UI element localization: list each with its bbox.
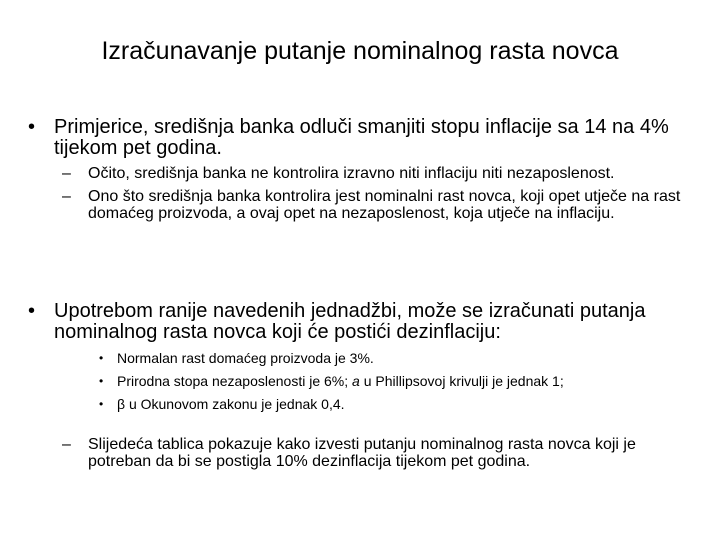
- small-bullet-marker: •: [99, 351, 104, 365]
- list-item: [62, 436, 692, 470]
- parameter-text-start: Prirodna stopa nezaposlenosti je 6%;: [117, 373, 353, 389]
- parameter-text: [117, 373, 704, 389]
- dash-marker: –: [62, 188, 71, 205]
- dash-marker: –: [62, 436, 71, 453]
- bullet-1: [28, 117, 698, 159]
- subitem-text: Slijedeća tablica pokazuje kako izvesti putanju nominalnog rasta novca koji je potreban da bi se postigla 10% dezinflacija tijekom pet godina.: [88, 436, 636, 470]
- list-item: [62, 188, 692, 222]
- parameter-text-end: u Phillipsovoj krivulji je jednak 1;: [359, 373, 564, 389]
- slide-title: Izračunavanje putanje nominalnog rasta novca: [101, 37, 619, 65]
- parameter-text: β u Okunovom zakonu je jednak 0,4.: [117, 396, 345, 412]
- list-item: [28, 117, 698, 159]
- bullet-1-subitems: [62, 165, 692, 228]
- small-bullet-marker: •: [99, 397, 104, 411]
- list-item: [99, 373, 704, 389]
- dash-marker: –: [62, 165, 71, 182]
- bullet-2: [28, 301, 698, 343]
- bullet-2-parameters: [99, 350, 704, 419]
- list-item: [62, 165, 692, 182]
- parameter-symbol: a: [352, 373, 360, 389]
- bullet-marker: •: [28, 116, 36, 138]
- small-bullet-marker: •: [99, 374, 104, 388]
- bullet-text: Primjerice, središnja banka odluči smanjiti stopu inflacije sa 14 na 4% tijekom pet godina.: [54, 116, 669, 159]
- subitem-text: Ono što središnja banka kontrolira jest nominalni rast novca, koji opet utječe na rast domaćeg proizvoda, a ovaj opet na nezaposlenost, koja utječe na inflaciju.: [88, 188, 681, 222]
- bullet-2-subitems: [62, 436, 692, 470]
- subitem-text: Očito, središnja banka ne kontrolira izravno niti inflaciju niti nezaposlenost.: [88, 165, 615, 182]
- parameter-text: Normalan rast domaćeg proizvoda je 3%.: [117, 350, 374, 366]
- bullet-text: Upotrebom ranije navedenih jednadžbi, može se izračunati putanja nominalnog rasta novca koji će postići dezinflaciju:: [54, 300, 646, 343]
- bullet-marker: •: [28, 300, 36, 322]
- list-item: [99, 396, 704, 412]
- list-item: [99, 350, 704, 366]
- list-item: [28, 301, 698, 343]
